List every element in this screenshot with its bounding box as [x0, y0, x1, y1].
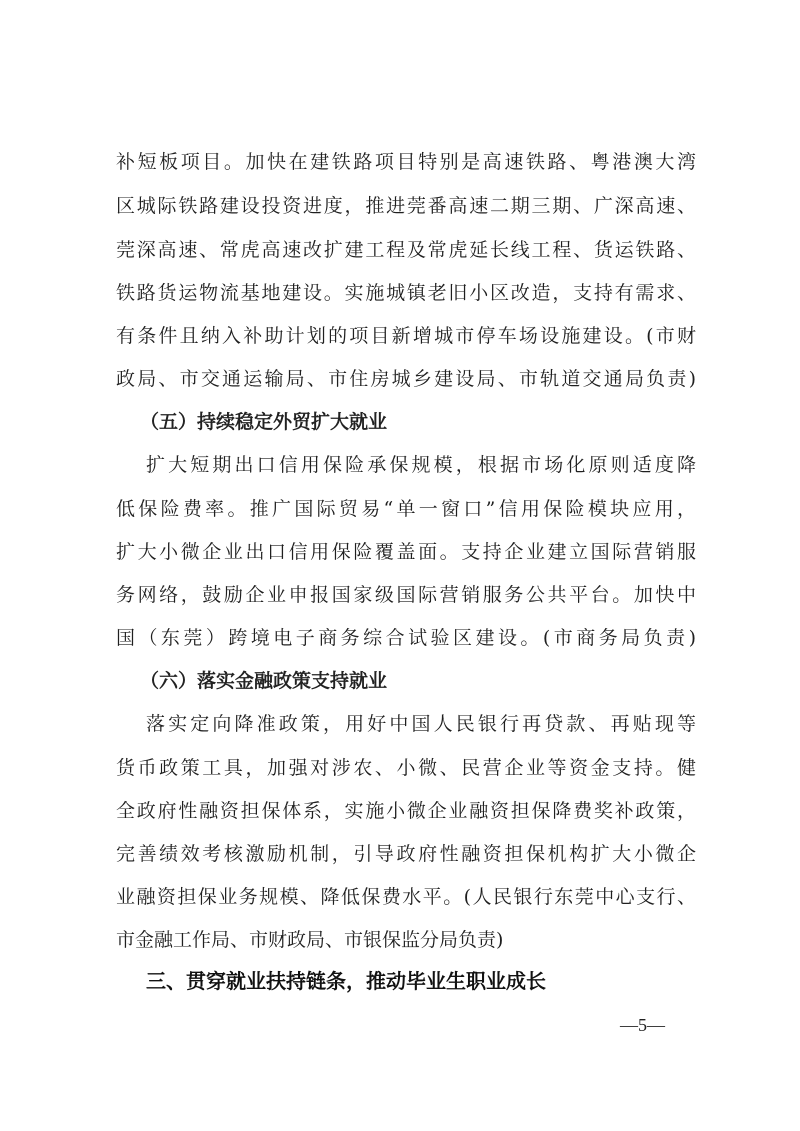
paragraph-line: 低保险费率。推广国际贸易“单一窗口”信用保险模块应用，: [116, 498, 696, 520]
subsection-heading: （六）落实金融政策支持就业: [140, 670, 388, 692]
paragraph-line: 扩大短期出口信用保险承保规模，根据市场化原则适度降: [146, 454, 696, 476]
paragraph-line: 扩大小微企业出口信用保险覆盖面。支持企业建立国际营销服: [116, 541, 696, 563]
paragraph-line: 补短板项目。加快在建铁路项目特别是高速铁路、粤港澳大湾: [116, 151, 696, 173]
paragraph-line: 国（东莞）跨境电子商务综合试验区建设。(市商务局负责): [116, 627, 696, 649]
section-heading: 三、贯穿就业扶持链条，推动毕业生职业成长: [146, 969, 546, 993]
paragraph-line: 市金融工作局、市财政局、市银保监分局负责): [116, 929, 504, 951]
paragraph-line: 莞深高速、常虎高速改扩建工程及常虎延长线工程、货运铁路、: [116, 239, 696, 261]
paragraph-line: 货币政策工具，加强对涉农、小微、民营企业等资金支持。健: [116, 757, 696, 779]
paragraph-line: 业融资担保业务规模、降低保费水平。(人民银行东莞中心支行、: [116, 886, 696, 908]
paragraph-line: 务网络，鼓励企业申报国家级国际营销服务公共平台。加快中: [116, 584, 696, 606]
paragraph-line: 全政府性融资担保体系，实施小微企业融资担保降费奖补政策，: [116, 800, 696, 822]
paragraph-line: 完善绩效考核激励机制，引导政府性融资担保机构扩大小微企: [116, 843, 696, 865]
paragraph-line: 有条件且纳入补助计划的项目新增城市停车场设施建设。(市财: [116, 325, 696, 347]
paragraph-line: 落实定向降准政策，用好中国人民银行再贷款、再贴现等: [146, 713, 696, 735]
paragraph-line: 区城际铁路建设投资进度，推进莞番高速二期三期、广深高速、: [116, 195, 696, 217]
page-number: —5—: [620, 1015, 665, 1035]
paragraph-line: 政局、市交通运输局、市住房城乡建设局、市轨道交通局负责): [116, 368, 696, 390]
paragraph-line: 铁路货运物流基地建设。实施城镇老旧小区改造，支持有需求、: [116, 282, 696, 304]
subsection-heading: （五）持续稳定外贸扩大就业: [140, 411, 388, 433]
